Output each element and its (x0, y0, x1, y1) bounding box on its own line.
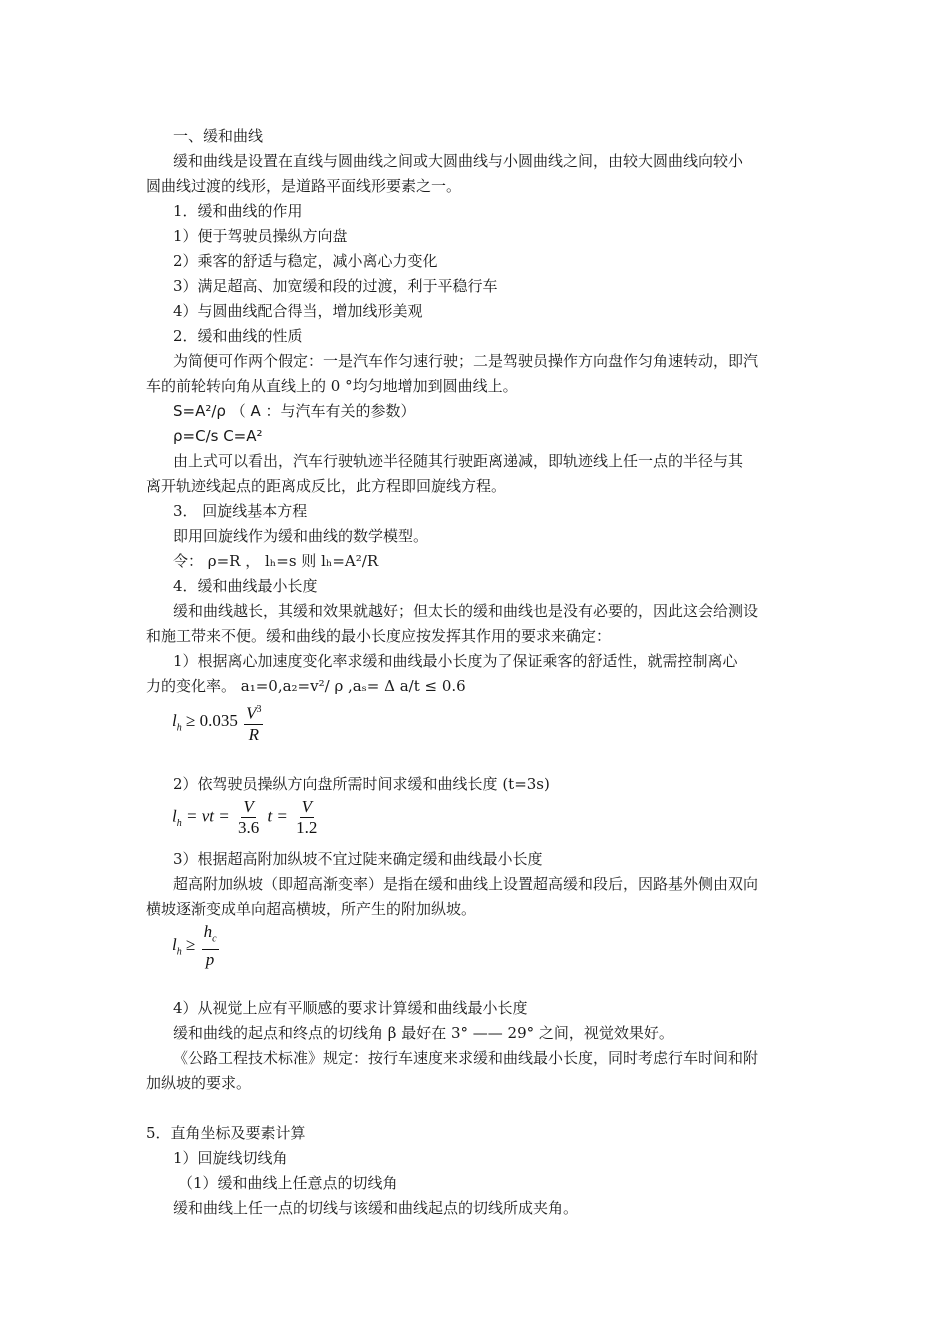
section4-item2: 2）依驾驶员操纵方向盘所需时间求缓和曲线长度 (t=3s) (173, 775, 550, 793)
section4-item1-line1: 1）根据离心加速度变化率求缓和曲线最小长度为了保证乘客的舒适性，就需控制离心 (173, 652, 738, 670)
fraction: $\frac{h_c}{p}$ (203, 922, 217, 970)
fraction: $\frac{V^3}{R}$ (244, 700, 263, 745)
heading-transition-curve: 一、缓和曲线 (173, 127, 264, 145)
section3-formula: 令： ρ=R ， lₕ=s 则 lₕ=A²/R (173, 552, 379, 570)
section4-paragraph4-line2: 加纵坡的要求。 (146, 1074, 252, 1092)
formula-min-length-centrifugal: $l_h \ge 0.035$ $\frac{V^3}{R}$ (172, 700, 265, 745)
section1-item-2: 2）乘客的舒适与稳定，减小离心力变化 (173, 252, 438, 270)
section2-formula-2: ρ=C/s C=A² (173, 427, 263, 445)
section5-subitem1: （1）缓和曲线上任意点的切线角 (178, 1174, 398, 1192)
section5-item1: 1）回旋线切线角 (173, 1149, 288, 1167)
section1-title: 1．缓和曲线的作用 (173, 202, 303, 220)
fraction: $\frac{V}{1.2}$ (296, 797, 318, 837)
section4-paragraph4-line1: 《公路工程技术标准》规定：按行车速度来求缓和曲线最小长度，同时考虑行车时间和附 (173, 1049, 759, 1067)
section4-paragraph2-line1: 超高附加纵坡（即超高渐变率）是指在缓和曲线上设置超高缓和段后，因路基外侧由双向 (173, 875, 759, 893)
section2-formula-1: S=A²/ρ （ A ：与汽车有关的参数） (173, 402, 416, 420)
section5-title: 5．直角坐标及要素计算 (146, 1124, 306, 1142)
section1-item-1: 1）便于驾驶员操纵方向盘 (173, 227, 348, 245)
section4-item3: 3）根据超高附加纵坡不宜过陡来确定缓和曲线最小长度 (173, 850, 543, 868)
section3-paragraph: 即用回旋线作为缓和曲线的数学模型。 (173, 527, 429, 545)
section4-paragraph1-line1: 缓和曲线越长，其缓和效果就越好；但太长的缓和曲线也是没有必要的，因此这会给测设 (173, 602, 759, 620)
section2-title: 2．缓和曲线的性质 (173, 327, 303, 345)
section1-item-4: 4）与圆曲线配合得当，增加线形美观 (173, 302, 423, 320)
section2-paragraph2-line1: 由上式可以看出，汽车行驶轨迹半径随其行驶距离递减，即轨迹线上任一点的半径与其 (173, 452, 744, 470)
section3-title: 3． 回旋线基本方程 (173, 502, 308, 520)
section4-paragraph3: 缓和曲线的起点和终点的切线角 β 最好在 3° —— 29° 之间，视觉效果好。 (173, 1024, 674, 1042)
section4-item1-line2: 力的变化率。 a₁=0,a₂=v²/ ρ ,aₛ= Δ a/t ≤ 0.6 (146, 677, 466, 695)
section4-paragraph2-line2: 横坡逐渐变成单向超高横坡，所产生的附加纵坡。 (146, 900, 477, 918)
intro-paragraph-line1: 缓和曲线是设置在直线与圆曲线之间或大圆曲线与小圆曲线之间，由较大圆曲线向较小 (173, 152, 744, 170)
formula-min-length-superelevation: $l_h$ ≥ $\frac{h_c}{p}$ (172, 922, 217, 970)
section4-paragraph1-line2: 和施工带来不便。缓和曲线的最小长度应按发挥其作用的要求来确定： (146, 627, 612, 645)
fraction: $\frac{V}{3.6}$ (237, 797, 260, 837)
section1-item-3: 3）满足超高、加宽缓和段的过渡，利于平稳行车 (173, 277, 498, 295)
section4-item4: 4）从视觉上应有平顺感的要求计算缓和曲线最小长度 (173, 999, 528, 1017)
section2-paragraph1-line2: 车的前轮转向角从直线上的 0 °均匀地增加到圆曲线上。 (146, 377, 518, 395)
section5-paragraph: 缓和曲线上任一点的切线与该缓和曲线起点的切线所成夹角。 (173, 1199, 579, 1217)
formula-min-length-steering-time: $l_h$ = vt = $\frac{V}{3.6}$ t = $\frac{V}{1.2}$ (172, 797, 318, 837)
section2-paragraph2-line2: 离开轨迹线起点的距离成反比，此方程即回旋线方程。 (146, 477, 507, 495)
section2-paragraph1-line1: 为简便可作两个假定：一是汽车作匀速行驶；二是驾驶员操作方向盘作匀角速转动，即汽 (173, 352, 759, 370)
intro-paragraph-line2: 圆曲线过渡的线形，是道路平面线形要素之一。 (146, 177, 462, 195)
section4-title: 4．缓和曲线最小长度 (173, 577, 318, 595)
